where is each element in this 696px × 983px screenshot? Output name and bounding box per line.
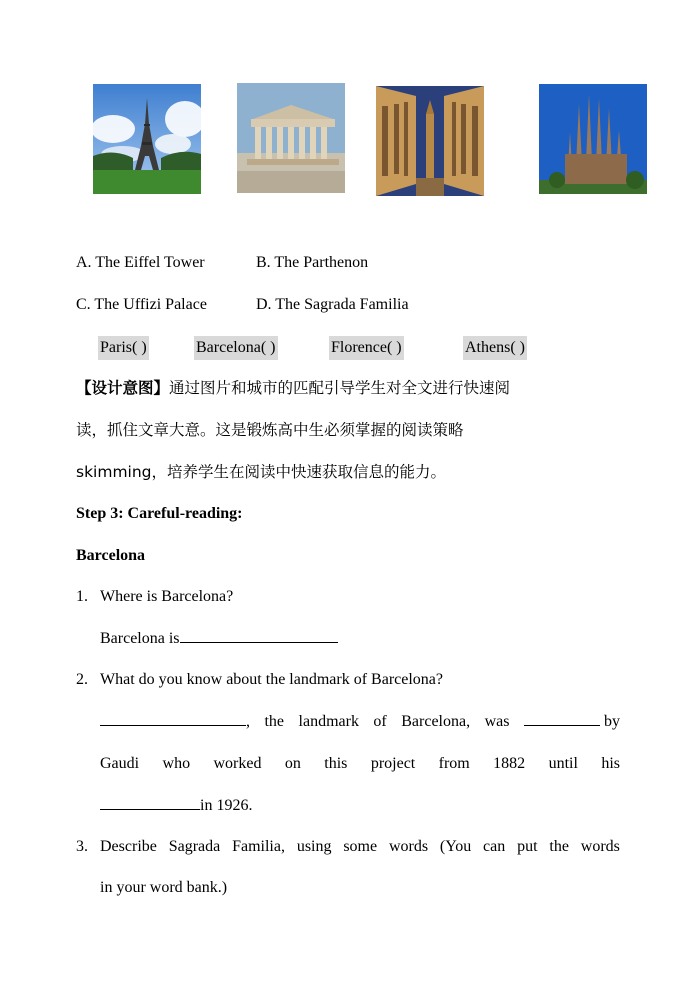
q1-text: Where is Barcelona? <box>100 588 234 605</box>
q2-blank-2[interactable] <box>524 711 600 726</box>
q2-line-3: in 1926. <box>100 795 252 817</box>
city-paris: Paris( ) <box>98 336 149 360</box>
q2-text: What do you know about the landmark of Barcelona? <box>100 671 443 688</box>
option-c: C. The Uffizi Palace <box>76 296 207 313</box>
q1-blank[interactable] <box>180 628 338 643</box>
city-florence: Florence( ) <box>329 336 404 360</box>
parthenon-image <box>237 83 345 193</box>
eiffel-tower-image <box>93 84 201 194</box>
q2-line-2: Gaudi who worked on this project from 1882 until his <box>100 755 620 772</box>
q1-answer-prefix: Barcelona is <box>100 630 180 647</box>
q2-blank-1[interactable] <box>100 711 246 726</box>
q2-blank-3[interactable] <box>100 795 200 810</box>
q3-number: 3. <box>76 838 88 855</box>
q2-line-1: , the landmark of Barcelona, was by <box>100 711 620 733</box>
design-intent-line-3: skimming，培养学生在阅读中快速获取信息的能力。 <box>76 463 447 481</box>
q3-line-1: Describe Sagrada Familia, using some words (You can put the words <box>100 838 620 855</box>
section-heading: Barcelona <box>76 547 146 564</box>
option-b: B. The Parthenon <box>256 254 369 271</box>
q2-number: 2. <box>76 671 88 688</box>
design-intent-line-2: 读，抓住文章大意。这是锻炼高中生必须掌握的阅读策略 <box>76 421 464 439</box>
q1-number: 1. <box>76 588 88 605</box>
design-intent-label: 【设计意图】 <box>76 379 170 397</box>
options-row-2 <box>76 294 409 316</box>
city-athens: Athens( ) <box>463 336 527 360</box>
city-barcelona: Barcelona( ) <box>194 336 278 360</box>
q1-answer-line <box>100 628 338 650</box>
design-intent-line-1: 【设计意图】通过图片和城市的匹配引导学生对全文进行快速阅 <box>76 379 511 397</box>
option-d: D. The Sagrada Familia <box>256 296 409 313</box>
step3-heading: Step 3: Careful-reading: <box>76 505 243 522</box>
uffizi-image <box>376 86 484 196</box>
q3-line-2: in your word bank.) <box>100 879 228 896</box>
option-a: A. The Eiffel Tower <box>76 254 205 271</box>
options-row-1 <box>76 252 369 274</box>
sagrada-familia-image <box>539 84 647 194</box>
